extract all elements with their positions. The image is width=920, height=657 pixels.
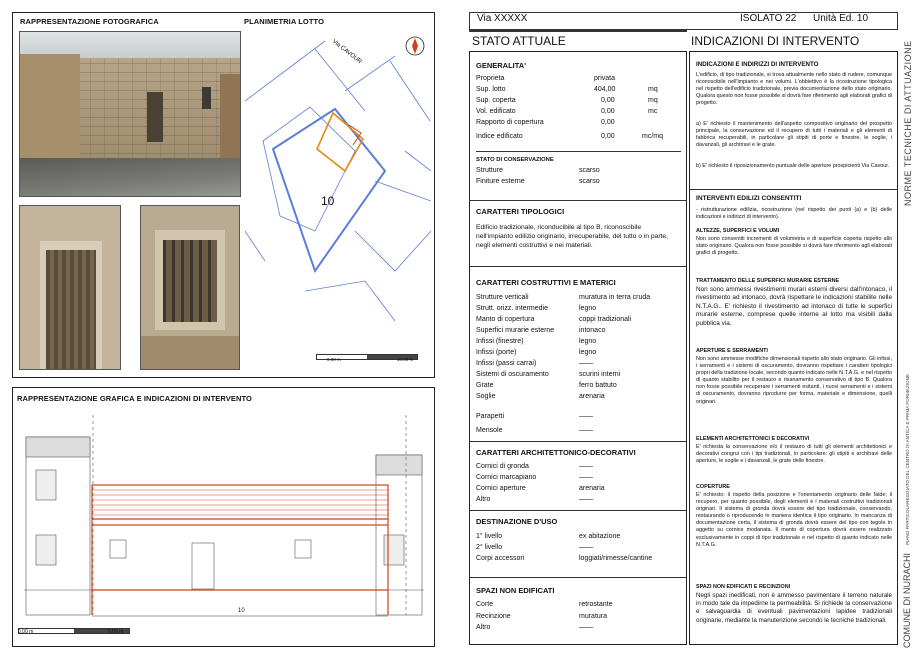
door-photo [19, 205, 121, 370]
drawing-title: RAPPRESENTAZIONE GRAFICA E INDICAZIONI DI INTERVENTO [17, 394, 252, 403]
spazi-recinzioni-title: SPAZI NON EDIFICATI E RECINZIONI [696, 584, 791, 590]
lot-number: 10 [321, 194, 335, 208]
plan-scale-start: 0,00 m [327, 357, 341, 362]
side-norme: NORME TECNICHE DI ATTUAZIONE [903, 40, 913, 206]
altezze-title: ALTEZZE, SUPERFICI E VOLUMI [696, 228, 780, 234]
destinazione-title: DESTINAZIONE D'USO [476, 517, 558, 526]
header-unita: Unità Ed. 10 [813, 13, 869, 24]
header-street: Via XXXXX [477, 13, 528, 24]
architettonici-title: CARATTERI ARCHITETTONICO-DECORATIVI [476, 448, 636, 457]
generalita-title: GENERALITA' [476, 61, 526, 70]
interventi-title: INTERVENTI EDILIZI CONSENTITI [696, 195, 802, 202]
indicazioni-title: INDICAZIONI DI INTERVENTO [691, 34, 860, 48]
elementi-text: E' richiesta la conservazione e/o il restauro di tutti gli elementi architettonici e decorativi congrui con i tipi tradizionali, in particolare: gli stipiti e architravi delle aperture, le soglie e i davanzali, le grate delle finestre. [696, 444, 892, 465]
window-photo [140, 205, 240, 370]
drawing-dimension: 10 [238, 608, 245, 614]
street-photo [19, 31, 241, 197]
coperture-text: E' richiesto: il rispetto della posizione e l'orientamento originario delle falde; il recupero, per quanto possibile, degli elementi e i materiali costruttivi tradizionali originari. Il sistema di gronda dovrà essere del tipo tradizionale, conservando, restaurando o riproducendo in maniera identica il tipo originario. In mancanza di documentazione certa, il sistema di gronda dovrà essere del tipo con tegole in aggetto su cornice modanata. Il manto di copertura dovrà essere realizzato esclusivamente in coppi di tipo tradizionale e nel rispetto di quanto indicato nelle N.T.A.G. [696, 492, 892, 548]
site-plan [245, 31, 431, 369]
street-label: Via CAVOUR [330, 38, 363, 66]
spazi-recinzioni-text: Negli spazi inedificati, non è ammesso pavimentare il terreno naturale in modo tale da impedirne la permeabilità. Si richiede la conservazione e salvaguardia di eventuali pavimentazioni lapidee tradizionali originarie, mediante la manutenzione secondo le tecniche tradizionali. [696, 592, 892, 624]
aperture-text: Non sono ammesse modifiche dimensionali rispetto allo stato originario. Gli infissi, i serramenti e i sistemi di oscuramento, dovranno rispettare i caratteri tipologici propri della tradizione locale, secondo quanto indicato nelle N.T.A.G. e nel rispetto di quanto stabilito per il restauro e risanamento conservativo di tipo B. Qualora non fosse possibile recuperare i serramenti esitanti, i nuovi serramenti e i sistemi di oscuramento, dovranno riprodurre per forma, materiale e dimensione, quelli originari. [696, 356, 892, 405]
indirizzi-text: L'edificio, di tipo tradizionale, si trova attualmente nello stato di rudere, comunque riconoscibile nell'impianto e nei volumi. L'obbiettivo è la ricostruzione tipologica nel rispetto dell'edificio tradizionale, previa documentazione dello stato originario. Qualora questo non fosse possibile si dovrà fare riferimento agli elaborati grafici di progetto. [696, 72, 892, 107]
tipologici-title: CARATTERI TIPOLOGICI [476, 207, 565, 216]
aperture-title: APERTURE E SERRAMENTI [696, 348, 768, 354]
drawing-scale-end: 5,00 m [108, 629, 124, 635]
plan-title: PLANIMETRIA LOTTO [244, 17, 325, 26]
tipologici-text: Edificio tradizionale, riconducibile al tipo B, riconoscibile nell'impianto edilizio originario, irrecuperabile, del tutto o in parte, negli elementi costruttivi e nei materiali. [476, 224, 668, 249]
indirizzi-title: INDICAZIONI E INDIRIZZI DI INTERVENTO [696, 61, 819, 68]
photo-title: RAPPRESENTAZIONE FOTOGRAFICA [20, 17, 159, 26]
conservazione-title: STATO DI CONSERVAZIONE [476, 157, 554, 163]
elementi-title: ELEMENTI ARCHITETTONICI E DECORATIVI [696, 436, 810, 442]
altezze-text: Non sono consentiti incrementi di volumetria e di superficie coperta rispetto allo stato originario. Qualora non fosse possibile si dovrà fare riferimento agli elaborati grafici di progetto. [696, 236, 892, 257]
side-piano: PIANO PARTICOLAREGGIATO DEL CENTRO DI ANTICA E PRIMA FORMAZIONE [905, 373, 910, 545]
spazi-title: SPAZI NON EDIFICATI [476, 586, 555, 595]
header-isolato: ISOLATO 22 [740, 13, 797, 24]
plan-scale-end: 10,00 m [397, 357, 414, 362]
stato-title: STATO ATTUALE [472, 34, 566, 48]
indirizzi-point-a: a) E' richiesto il mantenimento dell'aspetto compositivo originario del prospetto principale, la conservazione ed il recupero di tutti i materiali e gli elementi di fabbrica recuperabili, in particolare gli stipiti di porte e finestre, le soglie, i davanzali, gli architravi e le grate. [696, 121, 892, 149]
coperture-title: COPERTURE [696, 484, 730, 490]
interventi-text: - ristrutturazione edilizia, ricostruzione (nel rispetto dei punti (a) e (b) delle indicazioni e indirizzi di intervento). [696, 207, 892, 221]
superfici-title: TRATTAMENTO DELLE SUPERFICI MURARIE ESTERNE [696, 278, 840, 284]
indirizzi-point-b: b) E' richiesto il riposizionamento puntuale delle aperture prospicienti Via Cavour. [696, 163, 890, 169]
costruttivi-title: CARATTERI COSTRUTTIVI E MATERICI [476, 278, 616, 287]
superfici-text: Non sono ammessi rivestimenti murari esterni diversi dall'intonaco, il rivestimento ad intonaco, dovrà rispettare le indicazioni stabilite nelle N.T.A.G.. E' richiesto il rivestimento ad intonaco di tutte le superfici murarie esterne, comprese quelle interne al lotto ma visibili dalla pubblica via. [696, 286, 892, 327]
drawing-scale-start: 0,00 m [18, 629, 34, 635]
facade-drawing [20, 415, 430, 625]
side-comune: COMUNE DI NURACHI [902, 552, 912, 648]
